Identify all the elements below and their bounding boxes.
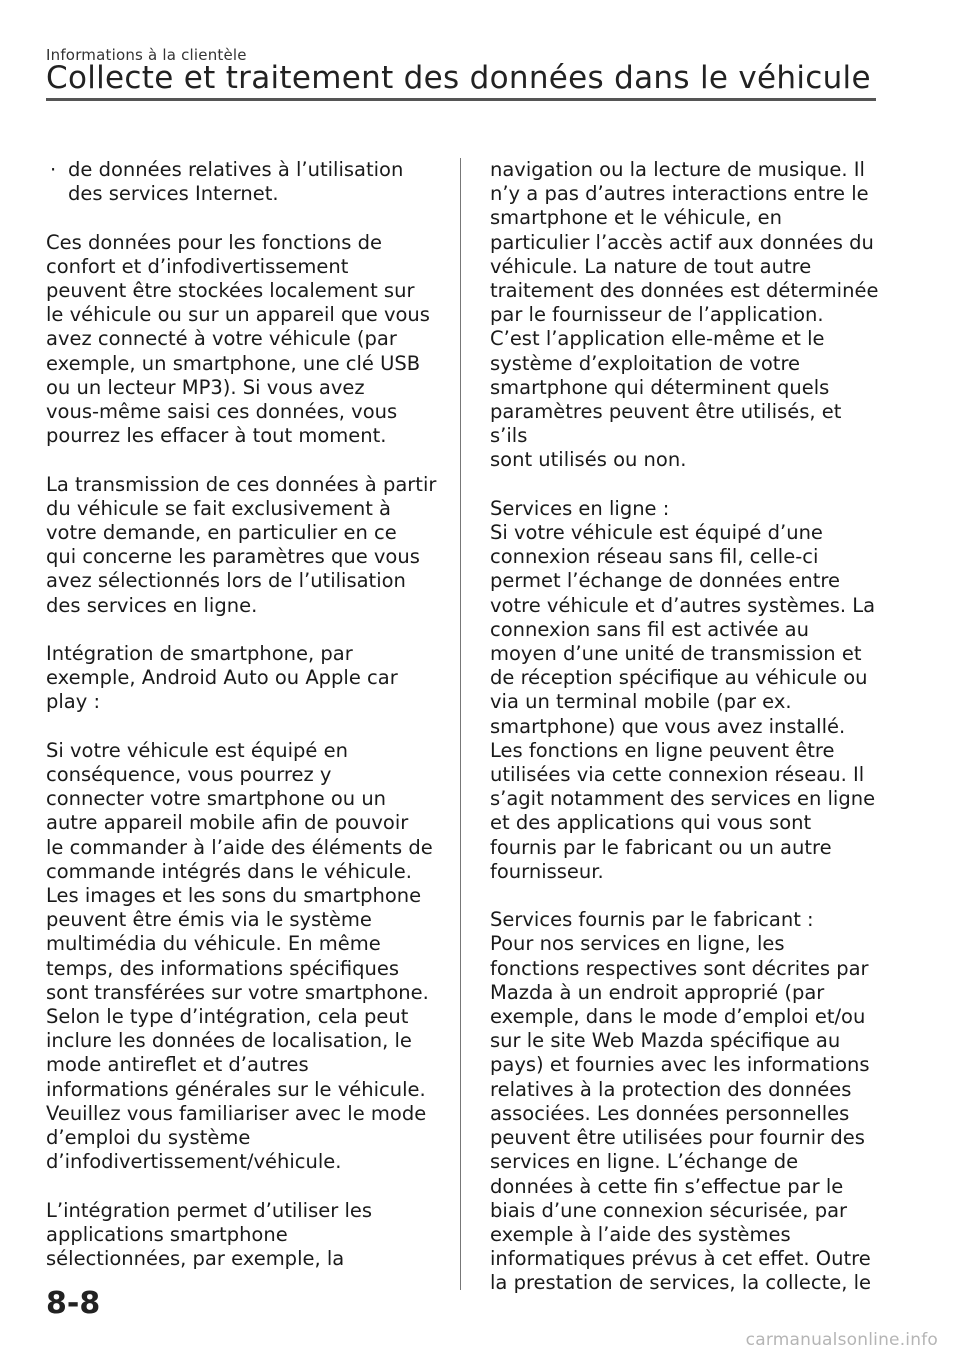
paragraph: Si votre véhicule est équipé en conséquence, vous pourrez y connecter votre smartphone ou un autre appareil mobile afin de pouvoir le commander à l’aide des éléments de commande intégrés dans le véhicule. Les images et les sons du smartphone peuvent être émis via le système multimédia du véhicule. En même temps, des informations spécifiques sont transférées sur votre smartphone. Selon le type d’intégration, cela peut inclure les données de localisation, le mode antireflet et d’autres informations générales sur le véhicule. Veuillez vous familiariser avec le mode d’emploi du système d’infodivertissement/véhicule. [46,738,433,1174]
page-number: 8-8 [46,1286,101,1321]
watermark: carmanualsonline.info [745,1330,938,1350]
paragraph: Ces données pour les fonctions de confort et d’infodivertissement peuvent être stockées localement sur le véhicule ou sur un appareil que vous avez connecté à votre véhicule (par exemple, un smartphone, une clé USB ou un lecteur MP3). Si vous avez vous-même saisi ces données, vous pourrez les effacer à tout moment. [46,230,430,448]
page-title: Collecte et traitement des données dans le véhicule [46,60,871,96]
bullet-dot-icon: · [50,158,57,181]
paragraph: Intégration de smartphone, par exemple, Android Auto ou Apple car play : [46,642,398,714]
header-rule [46,98,876,101]
left-column [46,158,438,1295]
bullet-item [46,158,438,206]
bullet-text: de données relatives à l’utilisation des services Internet. [68,158,404,206]
paragraph: L’intégration permet d’utiliser les applications smartphone sélectionnées, par exemple, la [46,1198,373,1271]
section-label: Informations à la clientèle [46,46,247,64]
paragraph: La transmission de ces données à partir du véhicule se fait exclusivement à votre demande, en particulier en ce qui concerne les paramètres que vous avez sélectionnés lors de l’utilisation des services en ligne. [46,472,437,617]
paragraph: Services fournis par le fabricant : Pour nos services en ligne, les fonctions respectives sont décrites par Mazda à un endroit approprié (par exemple, dans le mode d’emploi et/ou sur le site Web Mazda spécifique au pays) et fournies avec les informations relatives à la protection des données associées. Les données personnelles peuvent être utilisées pour fournir des services en ligne. L’échange de données à cette fin s’effectue par le biais d’une connexion sécurisée, par exemple à l’aide des systèmes informatiques prévus à cet effet. Outre la prestation de services, la collecte, le [490,908,872,1295]
paragraph: navigation ou la lecture de musique. Il n’y a pas d’autres interactions entre le smartphone et le véhicule, en particulier l’accès actif aux données du véhicule. La nature de tout autre traitement des données est déterminée par le fournisseur de l’application. C’est l’application elle-même et le système d’exploitation de votre smartphone qui déterminent quels paramètres peuvent être utilisés, et s’ils sont utilisés ou non. [490,158,879,472]
paragraph: Services en ligne : Si votre véhicule est équipé d’une connexion réseau sans fil, celle-ci permet l’échange de données entre votre véhicule et d’autres systèmes. La connexion sans fil est activée au moyen d’une unité de transmission et de réception spécifique au véhicule ou via un terminal mobile (par ex. smartphone) que vous avez installé. Les fonctions en ligne peuvent être utilisées via cette connexion réseau. Il s’agit notamment des services en ligne et des applications qui vous sont fournis par le fabricant ou un autre fournisseur. [490,496,876,883]
right-column [490,158,882,1320]
column-divider [460,158,461,1290]
